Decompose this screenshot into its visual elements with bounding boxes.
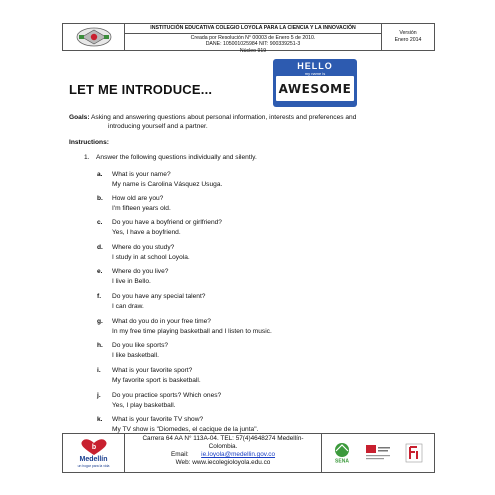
answer-text: I study in at school Loyola. [112,254,190,261]
item-letter: i. [97,367,101,374]
footer-email-row [125,451,321,459]
crest-icon [74,26,114,48]
goals-text-line1: Asking and answering questions about personal information, interests and preferences and [91,114,357,121]
question-text: Do you have any special talent? [112,293,206,300]
alcaldia-secretaria-logo-icon [365,443,391,463]
goals-section [69,113,399,131]
letterhead-info [125,24,382,54]
medellin-logo [63,434,125,472]
goals-text-line2: introducing yourself and a partner. [108,123,208,130]
sena-logo-icon [332,442,352,464]
answer-text: I live in Bello. [112,278,151,285]
list-item [97,292,417,312]
question-text: Do you practice sports? Which ones? [112,392,222,399]
version-box [382,24,434,50]
list-item [97,391,417,411]
sena-label: SENA [335,458,350,464]
instruction-step [84,154,257,161]
question-text: What is your favorite sport? [112,367,193,374]
item-letter: k. [97,416,103,423]
question-text: Do you like sports? [112,342,169,349]
version-date: Enero 2014 [394,37,422,43]
answer-text: I can draw. [112,303,144,310]
list-item [97,415,417,435]
list-item [97,170,417,190]
goals-label: Goals: [69,114,90,121]
institution-name: INSTITUCIÓN EDUCATIVA COLEGIO LOYOLA PARA LA CIENCIA Y LA INNOVACIÓN [125,25,381,34]
step-number: 1. [84,154,90,161]
list-item [97,317,417,337]
item-letter: f. [97,293,102,300]
question-text: Do you have a boyfriend or girlfriend? [112,219,222,226]
institution-emblem-icon [404,442,424,464]
question-text: What is your favorite TV show? [112,416,204,423]
footer-address-line1: Carrera 64 AA N° 113A-04. TEL: 57(4)4648274 Medellín- [142,435,304,442]
answer-text: My name is Carolina Vásquez Usuga. [112,181,223,188]
item-letter: j. [97,392,101,399]
item-letter: a. [97,171,103,178]
badge-name: AWESOME [276,76,354,101]
answer-text: My favorite sport is basketball. [112,377,201,384]
answer-text: Yes, I play basketball. [112,402,176,409]
question-text: Where do you study? [112,244,175,251]
item-letter: g. [97,318,103,325]
footer-web: Web: www.iecolegioloyola.edu.co [175,459,271,466]
item-letter: c. [97,219,103,226]
medellin-tagline: un hogar para la vida [77,464,110,468]
footer-contact [125,434,322,472]
answer-text: My TV show is "Diomedes, el cacique de la junta". [112,426,259,433]
footer-address-line2: Colombia. [208,443,238,450]
svg-text:b: b [91,444,96,451]
list-item [97,341,417,361]
dane-nit-text: DANE: 105001025984 NIT: 900339251-3 [205,41,301,48]
medellin-heart-icon [77,438,111,456]
item-letter: h. [97,342,103,349]
badge-hello: HELLO [297,61,333,71]
answer-text: Yes, I have a boyfriend. [112,229,181,236]
answer-text: I like basketball. [112,352,159,359]
question-text: What is your name? [112,171,171,178]
email-label: Email: [170,451,189,458]
question-text: Where do you live? [112,268,169,275]
hello-name-tag-image [273,59,357,107]
question-text: What do you do in your free time? [112,318,211,325]
list-item [97,218,417,238]
item-letter: b. [97,195,103,202]
medellin-wordmark: Medellín [79,456,108,463]
step-text: Answer the following questions individually and silently. [96,154,257,161]
footer-partner-logos [322,434,434,472]
item-letter: e. [97,268,103,275]
answer-text: In my free time playing basketball and I listen to music. [112,328,272,335]
resolution-text: Creada por Resolución N° 00003 de Enero 5 de 2010. [190,34,316,41]
question-text: How old are you? [112,195,164,202]
list-item [97,267,417,287]
letterhead [62,23,435,54]
item-letter: d. [97,244,103,251]
badge-subtitle: my name is [304,71,326,76]
nucleo-text: Núcleo 919 [239,47,267,54]
instructions-heading: Instructions: [69,139,109,146]
list-item [97,194,417,214]
list-item [97,366,417,386]
school-crest-logo [63,24,125,50]
list-item [97,243,417,263]
version-label: Versión [399,30,417,37]
answer-text: I'm fifteen years old. [112,205,171,212]
page-title: LET ME INTRODUCE... [69,82,213,97]
email-link[interactable]: ie.loyola@medellin.gov.co [201,451,276,458]
page-footer [62,433,435,473]
